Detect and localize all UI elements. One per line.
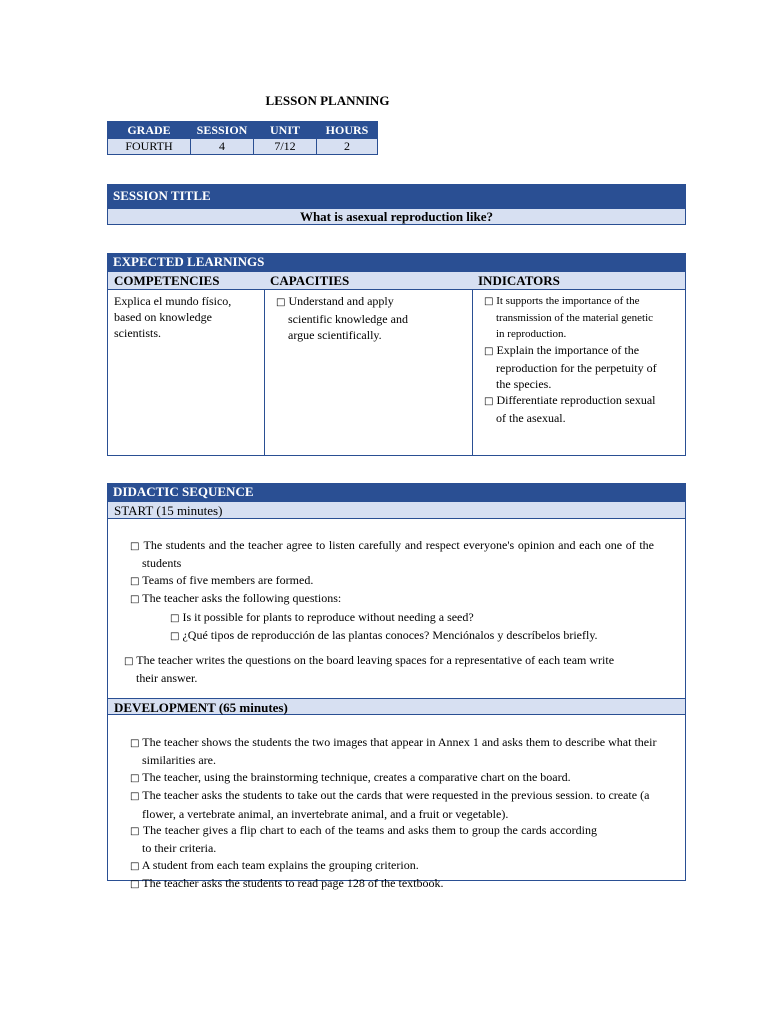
question-item: □ Is it possible for plants to reproduce without needing a seed? [170, 609, 474, 624]
competencies-header: COMPETENCIES [108, 272, 264, 290]
expected-learnings-header: EXPECTED LEARNINGS [107, 253, 686, 271]
development-item: □ The teacher asks the students to read page 128 of the textbook. [130, 876, 444, 891]
competencies-column [108, 272, 264, 455]
didactic-sequence-header: DIDACTIC SEQUENCE [107, 483, 686, 501]
indicators-header: INDICATORS [472, 272, 685, 290]
development-item: □ The teacher asks the students to take out the cards that were requested in the previous session. to create (a flower, a vertebrate animal, an invertebrate animal, and a fruit or vegetable). [130, 788, 650, 821]
development-item: □ The teacher gives a flip chart to each of the teams and asks them to group the cards according to their criteria. [130, 823, 598, 856]
start-item: □ The teacher asks the following questions: [130, 591, 342, 606]
session-title-value: What is asexual reproduction like? [107, 208, 686, 225]
didactic-sequence-box [107, 501, 686, 891]
start-item: □ The teacher writes the questions on the board leaving spaces for a representative of each team write their answer. [124, 653, 615, 686]
indicator-item: □ Explain the importance of the reproduction for the perpetuity of the species. [484, 343, 657, 391]
hours-value: 2 [317, 139, 378, 155]
indicator-item: □ Differentiate reproduction sexual of the asexual. [484, 393, 656, 425]
capacities-column [264, 272, 472, 455]
unit-header: UNIT [254, 122, 317, 139]
development-item: □ A student from each team explains the grouping criterion. [130, 857, 419, 872]
unit-value: 7/12 [254, 139, 317, 155]
start-label: START (15 minutes) [108, 502, 685, 519]
page-title: LESSON PLANNING [265, 93, 390, 108]
start-item: □ The students and the teacher agree to listen carefully and respect everyone's opinion and each one of the students [130, 538, 654, 571]
session-value: 4 [191, 139, 254, 155]
indicator-item: □ It supports the importance of the transmission of the material genetic in reproduction. [484, 295, 654, 340]
competencies-text: Explica el mundo físico, based on knowledge scientists. [114, 294, 232, 340]
grade-header: GRADE [108, 122, 191, 139]
expected-learnings-table [107, 271, 686, 456]
capacities-header: CAPACITIES [264, 272, 472, 290]
grade-table [107, 121, 378, 155]
start-item: □ Teams of five members are formed. [130, 572, 314, 587]
question-item: □ ¿Qué tipos de reproducción de las plantas conoces? Menciónalos y descríbelos briefly. [170, 628, 598, 643]
grade-value: FOURTH [108, 139, 191, 155]
indicators-column [472, 272, 685, 455]
session-title-header: SESSION TITLE [107, 184, 686, 208]
development-label: DEVELOPMENT (65 minutes) [108, 698, 685, 715]
development-item: □ The teacher, using the brainstorming technique, creates a comparative chart on the board. [130, 769, 571, 784]
session-header: SESSION [191, 122, 254, 139]
capacity-item: □ Understand and apply scientific knowledge and argue scientifically. [276, 294, 408, 342]
development-item: □ The teacher shows the students the two images that appear in Annex 1 and asks them to describe what their similarities are. [130, 735, 657, 768]
hours-header: HOURS [317, 122, 378, 139]
